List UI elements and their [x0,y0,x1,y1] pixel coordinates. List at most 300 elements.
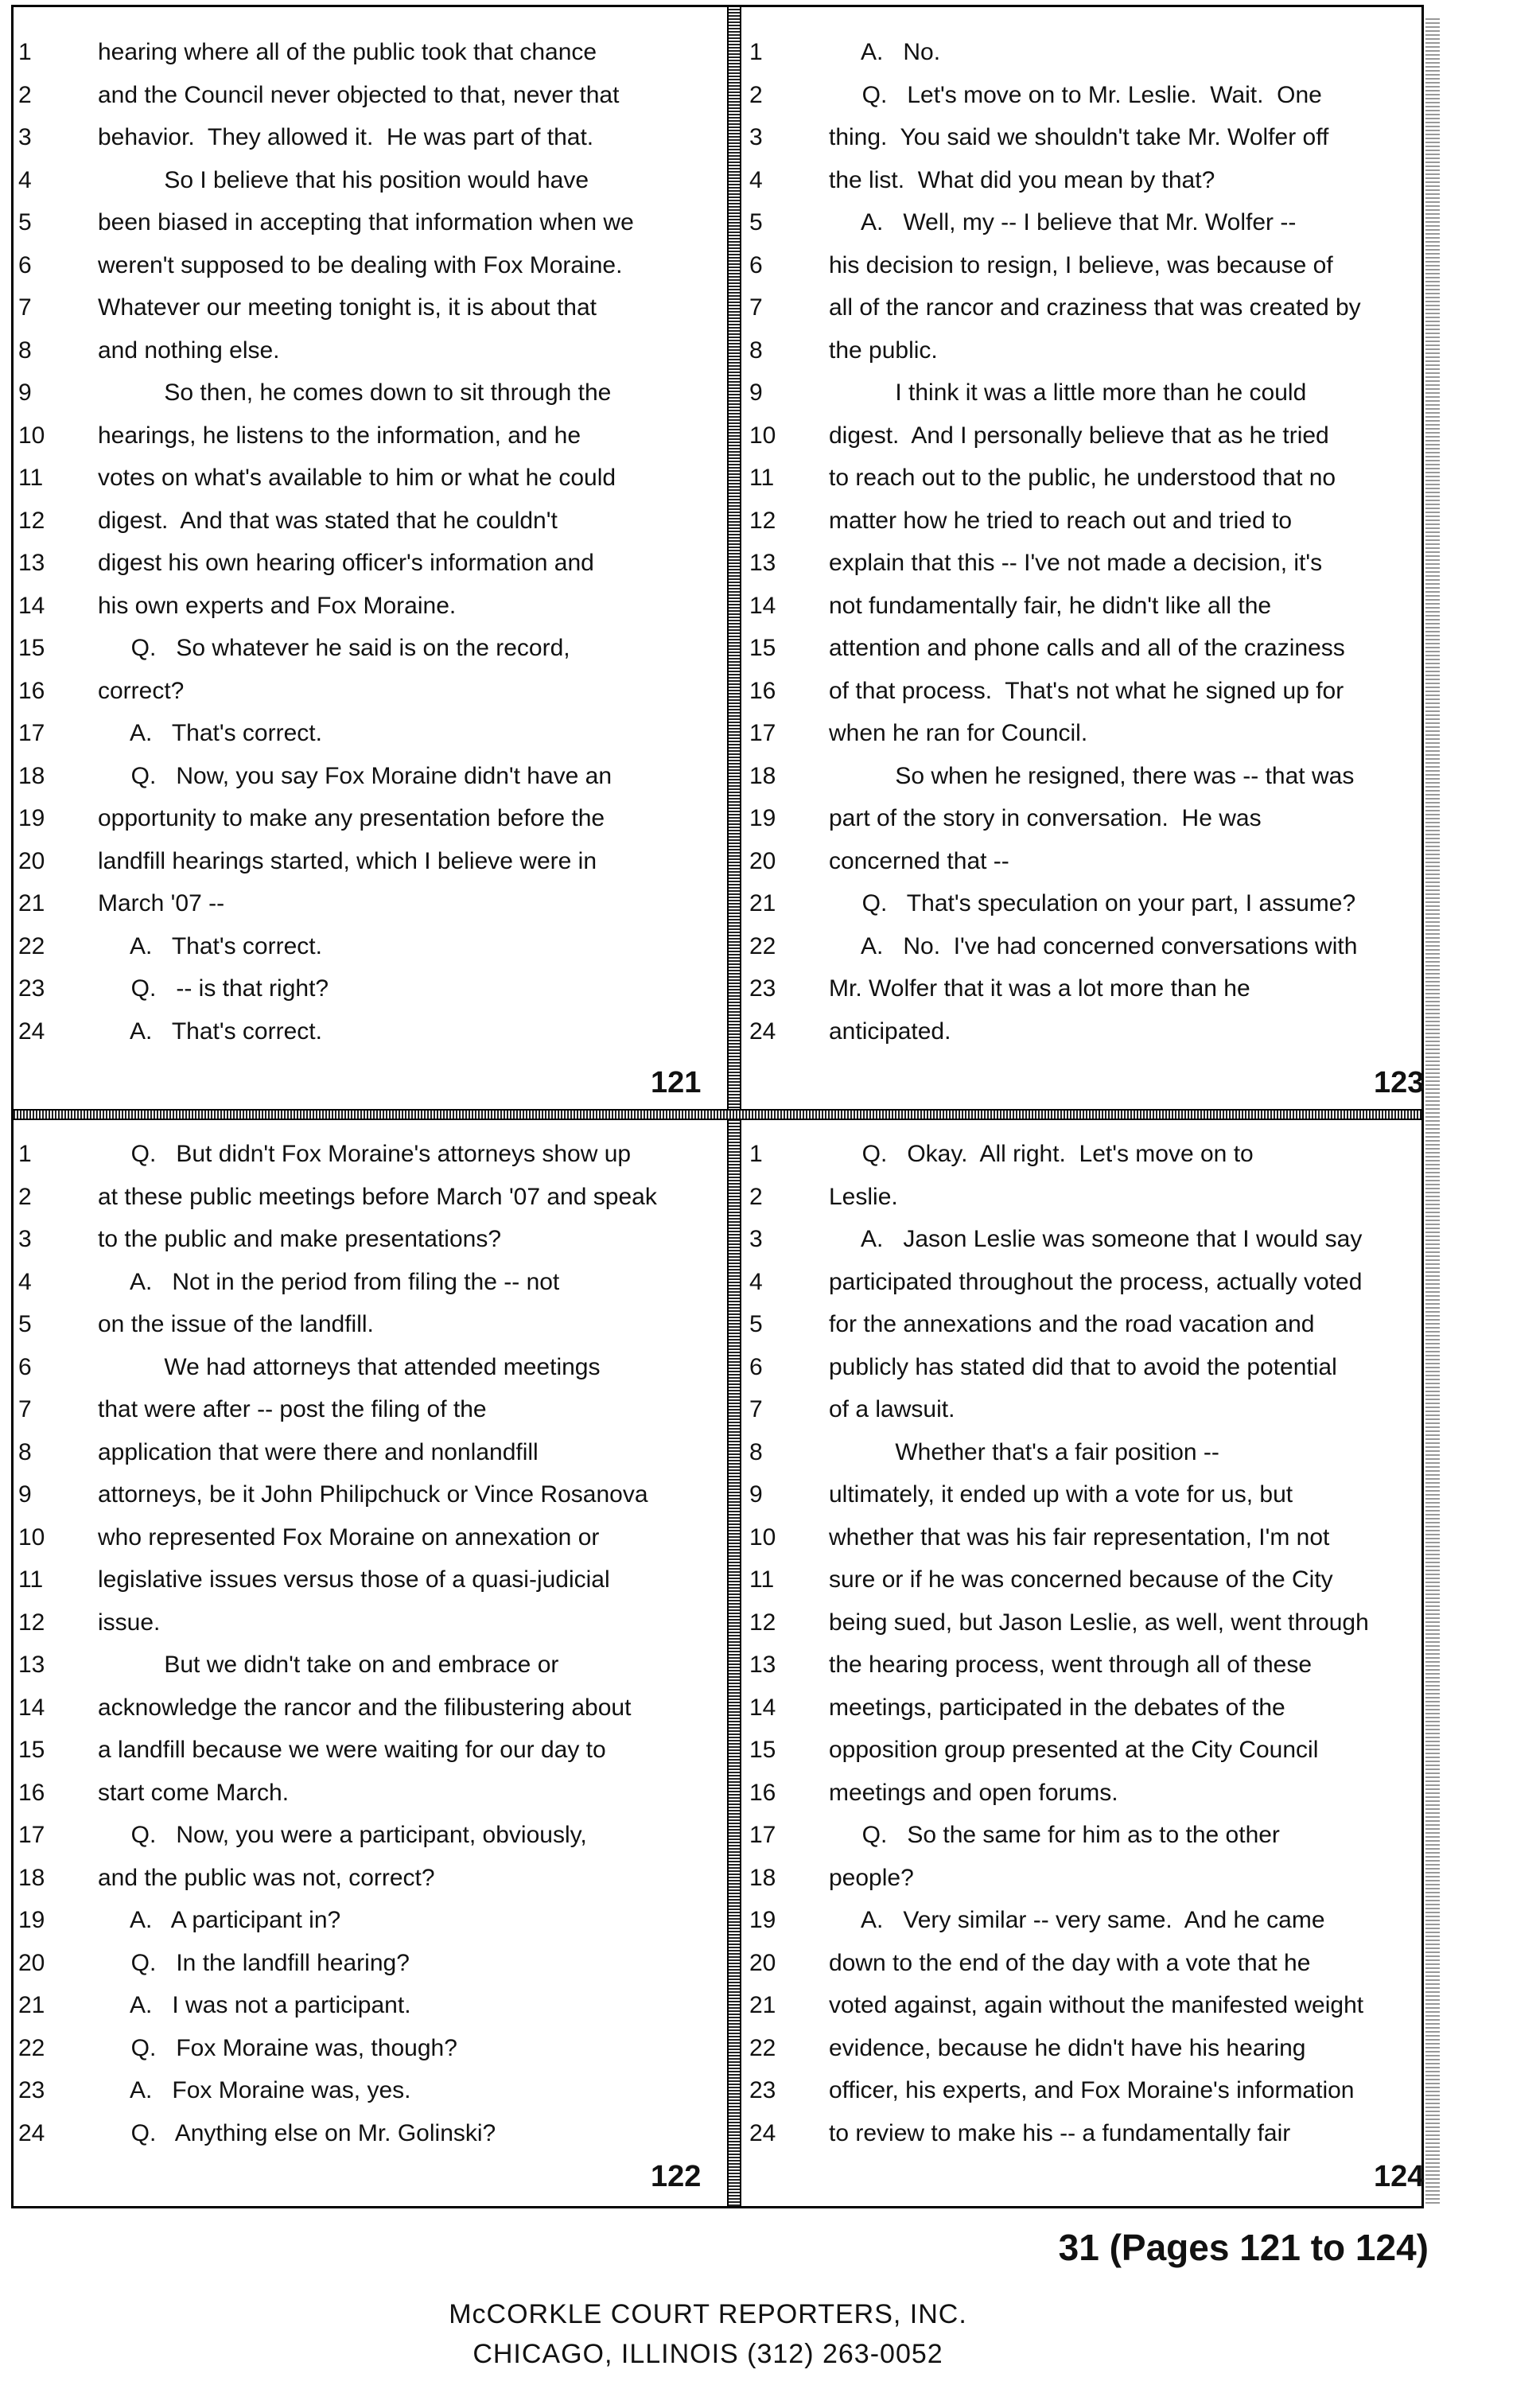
transcript-line [749,1644,1449,1686]
line-number: 14 [749,592,776,619]
line-text: attorneys, be it John Philipchuck or Vince Rosanova [98,1481,648,1508]
transcript-line [749,500,1449,542]
line-number: 6 [18,251,32,278]
line-text: opportunity to make any presentation before the [98,805,605,831]
line-text: at these public meetings before March '07 and speak [98,1183,657,1210]
line-number: 1 [749,39,763,65]
line-number: 4 [749,1268,763,1295]
transcript-line [18,1303,718,1345]
line-number: 22 [749,2034,776,2061]
line-text: part of the story in conversation. He was [829,805,1262,831]
transcript-line [18,797,718,839]
line-text: attention and phone calls and all of the craziness [829,635,1345,661]
line-text: his own experts and Fox Moraine. [98,592,457,619]
line-text: digest his own hearing officer's information and [98,550,594,576]
line-number: 5 [749,209,763,235]
line-number: 12 [18,507,45,534]
line-number: 15 [749,635,776,661]
line-text: correct? [98,677,185,704]
line-text: application that were there and nonlandfill [98,1438,539,1465]
line-text: I think it was a little more than he could [829,379,1307,406]
line-number: 2 [18,1183,32,1210]
line-number: 4 [18,166,32,193]
transcript-line [18,1942,718,1984]
transcript-line [18,585,718,627]
line-number: 21 [749,1992,776,2018]
line-text: concerned that -- [829,847,1009,874]
transcript-line [18,2069,718,2111]
line-number: 5 [749,1311,763,1337]
transcript-line [18,1388,718,1430]
transcript-line [18,1687,718,1729]
line-text: March '07 -- [98,890,225,916]
line-text: down to the end of the day with a vote that he [829,1949,1311,1976]
transcript-panel-122 [18,1133,718,2231]
line-text: that were after -- post the filing of the [98,1396,487,1422]
line-number: 7 [18,1396,32,1422]
line-number: 6 [18,1353,32,1380]
line-text: for the annexations and the road vacation and [829,1311,1315,1337]
line-number: 18 [18,1864,45,1891]
transcript-line [18,116,718,158]
transcript-line [749,201,1449,243]
line-number: 8 [749,337,763,364]
line-number: 8 [749,1438,763,1465]
line-number: 19 [749,805,776,831]
line-text: Q. Now, you say Fox Moraine didn't have an [98,762,612,789]
transcript-line [749,1010,1449,1053]
transcript-line [749,1346,1449,1388]
line-text: Q. That's speculation on your part, I assume? [829,890,1356,916]
transcript-line [749,1814,1449,1856]
line-number: 13 [749,550,776,576]
line-text: voted against, again without the manifested weight [829,1992,1364,2018]
transcript-line [749,116,1449,158]
line-number: 16 [749,1779,776,1806]
transcript-line [749,925,1449,967]
line-number: 17 [749,1822,776,1848]
scan-edge-artifact [1425,16,1440,2204]
transcript-line [749,1261,1449,1303]
line-number: 24 [18,2119,45,2146]
transcript-line [749,1303,1449,1345]
line-text: weren't supposed to be dealing with Fox Moraine. [98,251,623,278]
line-text: legislative issues versus those of a quasi-judicial [98,1566,610,1593]
line-text: Leslie. [829,1183,898,1210]
transcript-line [18,755,718,797]
line-number: 22 [749,932,776,959]
line-number: 2 [749,1183,763,1210]
line-number: 7 [749,294,763,321]
transcript-line [749,2112,1449,2154]
transcript-line [749,670,1449,712]
transcript-line [749,585,1449,627]
transcript-line [749,882,1449,924]
line-text: Q. Now, you were a participant, obviously, [98,1822,587,1848]
transcript-line [18,712,718,754]
transcript-panel-123 [749,31,1449,1129]
transcript-line [749,1601,1449,1644]
line-text: explain that this -- I've not made a decision, it's [829,550,1323,576]
line-number: 14 [18,592,45,619]
line-number: 18 [749,1864,776,1891]
transcript-line [18,882,718,924]
transcript-line [18,925,718,967]
line-text: being sued, but Jason Leslie, as well, went through [829,1609,1369,1636]
line-text: ultimately, it ended up with a vote for us, but [829,1481,1293,1508]
line-number: 15 [18,635,45,661]
transcript-panel-124 [749,1133,1449,2231]
line-text: landfill hearings started, which I believe were in [98,847,597,874]
line-number: 15 [18,1737,45,1763]
line-number: 21 [18,1992,45,2018]
line-number: 10 [749,1523,776,1551]
line-number: 9 [18,379,32,406]
line-text: evidence, because he didn't have his hearing [829,2034,1306,2061]
transcript-line [18,1899,718,1941]
line-text: A. Jason Leslie was someone that I would say [829,1226,1363,1252]
line-number: 6 [749,251,763,278]
line-number: 19 [18,1907,45,1933]
line-number: 13 [749,1652,776,1678]
line-text: and the Council never objected to that, never that [98,81,620,108]
line-text: So when he resigned, there was -- that was [829,762,1355,789]
line-text: votes on what's available to him or what he could [98,465,616,491]
transcript-line [749,1473,1449,1516]
line-text: Q. Fox Moraine was, though? [98,2034,457,2061]
line-number: 14 [18,1694,45,1721]
page-number: 121 [651,1066,702,1099]
line-text: when he ran for Council. [829,720,1088,746]
line-text: A. That's correct. [98,932,322,959]
transcript-line [749,755,1449,797]
transcript-line [18,670,718,712]
line-number: 11 [749,1566,775,1593]
line-text: opposition group presented at the City Council [829,1737,1319,1763]
line-number: 24 [749,1018,776,1045]
transcript-line [749,414,1449,457]
transcript-line [18,244,718,286]
line-text: meetings and open forums. [829,1779,1118,1806]
transcript-line [18,286,718,329]
transcript-line [749,1176,1449,1218]
line-text: A. Fox Moraine was, yes. [98,2077,411,2103]
line-text: a landfill because we were waiting for our day to [98,1737,606,1763]
transcript-line [18,1558,718,1601]
transcript-line [18,1729,718,1771]
line-text: We had attorneys that attended meetings [98,1353,601,1380]
transcript-line [749,1133,1449,1175]
line-number: 21 [749,890,776,916]
line-number: 16 [18,677,45,704]
line-text: Q. Okay. All right. Let's move on to [829,1141,1254,1167]
line-text: Whether that's a fair position -- [829,1438,1219,1465]
transcript-line [18,1133,718,1175]
transcript-line [749,1772,1449,1814]
transcript-line [18,1218,718,1260]
line-text: Q. -- is that right? [98,975,329,1002]
transcript-line [18,457,718,499]
line-number: 4 [749,166,763,193]
line-text: whether that was his fair representation, I'm not [829,1523,1330,1551]
line-text: who represented Fox Moraine on annexation or [98,1523,600,1551]
line-number: 2 [18,81,32,108]
line-number: 13 [18,550,45,576]
line-text: all of the rancor and craziness that was created by [829,294,1361,321]
transcript-line [18,329,718,372]
transcript-line [749,542,1449,584]
line-text: Q. So the same for him as to the other [829,1822,1280,1848]
line-text: of a lawsuit. [829,1396,955,1422]
line-text: of that process. That's not what he signed up for [829,677,1344,704]
line-text: So I believe that his position would have [98,166,589,193]
line-number: 13 [18,1652,45,1678]
transcript-line [18,1984,718,2026]
transcript-line [749,840,1449,882]
line-number: 24 [18,1018,45,1045]
line-text: hearings, he listens to the information, and he [98,422,581,449]
line-text: But we didn't take on and embrace or [98,1652,559,1678]
transcript-line [18,201,718,243]
line-number: 18 [749,762,776,789]
page-number: 122 [651,2160,702,2193]
line-number: 19 [749,1907,776,1933]
line-text: Q. But didn't Fox Moraine's attorneys show up [98,1141,632,1167]
line-text: A. I was not a participant. [98,1992,411,2018]
line-number: 5 [18,1311,32,1337]
transcript-line [749,2069,1449,2111]
transcript-line [18,840,718,882]
line-number: 18 [18,762,45,789]
transcript-line [749,2027,1449,2069]
transcript-line [749,1558,1449,1601]
line-number: 1 [18,1141,32,1167]
line-text: A. That's correct. [98,1018,322,1045]
line-number: 8 [18,1438,32,1465]
line-text: A. No. I've had concerned conversations with [829,932,1358,959]
line-number: 3 [749,124,763,150]
line-number: 9 [749,1481,763,1508]
page-number: 123 [1374,1066,1425,1099]
transcript-line [18,1473,718,1516]
court-reporter-location: CHICAGO, ILLINOIS (312) 263-0052 [472,2339,943,2369]
transcript-line [18,1772,718,1814]
transcript-line [749,797,1449,839]
line-text: on the issue of the landfill. [98,1311,374,1337]
line-text: digest. And that was stated that he couldn't [98,507,558,534]
transcript-line [18,1261,718,1303]
line-text: acknowledge the rancor and the filibustering about [98,1694,632,1721]
line-number: 7 [749,1396,763,1422]
line-number: 12 [749,507,776,534]
transcript-line [18,1601,718,1644]
line-text: officer, his experts, and Fox Moraine's information [829,2077,1355,2103]
line-text: Q. Let's move on to Mr. Leslie. Wait. One [829,81,1322,108]
line-text: and nothing else. [98,337,280,364]
line-number: 20 [749,847,776,874]
line-number: 20 [18,847,45,874]
line-text: to review to make his -- a fundamentally fair [829,2119,1291,2146]
transcript-line [749,159,1449,201]
line-number: 19 [18,805,45,831]
transcript-line [18,372,718,414]
line-number: 23 [749,2077,776,2103]
transcript-line [749,1899,1449,1941]
line-number: 12 [749,1609,776,1636]
line-text: and the public was not, correct? [98,1864,435,1891]
line-text: Q. In the landfill hearing? [98,1949,410,1976]
line-number: 20 [18,1949,45,1976]
transcript-line [749,1431,1449,1473]
transcript-line [18,31,718,73]
transcript-line [18,500,718,542]
line-text: hearing where all of the public took that chance [98,39,597,65]
line-number: 20 [749,1949,776,1976]
transcript-frame [11,5,1424,2208]
line-number: 16 [18,1779,45,1806]
line-text: to reach out to the public, he understood that no [829,465,1336,491]
line-number: 3 [18,1226,32,1252]
transcript-line [749,1857,1449,1899]
column-divider [727,7,741,2206]
transcript-line [749,1388,1449,1430]
line-text: A. Not in the period from filing the -- not [98,1268,560,1295]
transcript-line [749,457,1449,499]
line-text: A. That's correct. [98,720,322,746]
line-number: 9 [749,379,763,406]
court-reporter-name: McCORKLE COURT REPORTERS, INC. [449,2299,967,2329]
transcript-line [749,372,1449,414]
pages-range-label: 31 (Pages 121 to 124) [1058,2227,1429,2268]
line-number: 23 [749,975,776,1002]
line-number: 23 [18,2077,45,2103]
line-text: Mr. Wolfer that it was a lot more than he [829,975,1250,1002]
transcript-line [749,627,1449,669]
line-text: Q. Anything else on Mr. Golinski? [98,2119,496,2146]
transcript-line [749,1984,1449,2026]
line-number: 7 [18,294,32,321]
transcript-line [18,1644,718,1686]
line-text: A. Very similar -- very same. And he came [829,1907,1325,1933]
line-text: start come March. [98,1779,290,1806]
transcript-line [18,967,718,1010]
transcript-line [18,627,718,669]
line-text: A. Well, my -- I believe that Mr. Wolfer -- [829,209,1297,235]
transcript-line [18,1010,718,1053]
transcript-line [18,1857,718,1899]
line-number: 3 [749,1226,763,1252]
transcript-line [18,1176,718,1218]
line-text: thing. You said we shouldn't take Mr. Wolfer off [829,124,1329,150]
line-number: 1 [749,1141,763,1167]
line-text: to the public and make presentations? [98,1226,501,1252]
line-number: 22 [18,2034,45,2061]
line-text: not fundamentally fair, he didn't like all the [829,592,1272,619]
line-number: 21 [18,890,45,916]
line-number: 3 [18,124,32,150]
line-number: 2 [749,81,763,108]
line-number: 17 [18,720,45,746]
transcript-line [18,1346,718,1388]
line-number: 5 [18,209,32,235]
transcript-line [18,1814,718,1856]
line-text: digest. And I personally believe that as he tried [829,422,1329,449]
line-text: issue. [98,1609,161,1636]
line-text: participated throughout the process, actually voted [829,1268,1363,1295]
line-number: 9 [18,1481,32,1508]
line-text: been biased in accepting that information when we [98,209,634,235]
transcript-line [749,712,1449,754]
line-number: 11 [749,465,775,491]
transcript-line [18,542,718,584]
transcript-line [749,967,1449,1010]
line-number: 4 [18,1268,32,1295]
line-text: his decision to resign, I believe, was because of [829,251,1333,278]
transcript-line [749,1218,1449,1260]
transcript-line [749,1729,1449,1771]
transcript-line [18,2112,718,2154]
transcript-line [749,1516,1449,1558]
line-number: 11 [18,1566,44,1593]
line-text: meetings, participated in the debates of the [829,1694,1285,1721]
line-number: 15 [749,1737,776,1763]
transcript-line [18,2027,718,2069]
line-number: 1 [18,39,32,65]
line-number: 12 [18,1609,45,1636]
line-text: behavior. They allowed it. He was part of that. [98,124,594,150]
line-text: Whatever our meeting tonight is, it is about that [98,294,597,321]
transcript-line [749,286,1449,329]
line-number: 10 [749,422,776,449]
transcript-line [18,1431,718,1473]
line-text: Q. So whatever he said is on the record, [98,635,570,661]
transcript-line [18,414,718,457]
line-text: A. A participant in? [98,1907,341,1933]
transcript-line [18,74,718,116]
transcript-line [18,1516,718,1558]
line-text: the public. [829,337,938,364]
line-number: 22 [18,932,45,959]
line-number: 11 [18,465,44,491]
transcript-line [749,1942,1449,1984]
line-number: 16 [749,677,776,704]
transcript-line [749,31,1449,73]
line-text: people? [829,1864,914,1891]
line-number: 10 [18,1523,45,1551]
line-number: 24 [749,2119,776,2146]
line-number: 14 [749,1694,776,1721]
line-text: the list. What did you mean by that? [829,166,1215,193]
line-text: sure or if he was concerned because of the City [829,1566,1333,1593]
line-text: anticipated. [829,1018,951,1045]
transcript-line [18,159,718,201]
line-text: A. No. [829,39,941,65]
line-number: 17 [18,1822,45,1848]
line-text: the hearing process, went through all of these [829,1652,1312,1678]
transcript-panel-121 [18,31,718,1129]
line-number: 17 [749,720,776,746]
line-text: publicly has stated did that to avoid the potential [829,1353,1337,1380]
transcript-line [749,1687,1449,1729]
line-number: 8 [18,337,32,364]
line-number: 6 [749,1353,763,1380]
transcript-line [749,244,1449,286]
transcript-line [749,74,1449,116]
transcript-line [749,329,1449,372]
line-number: 10 [18,422,45,449]
line-text: matter how he tried to reach out and tried to [829,507,1292,534]
line-number: 23 [18,975,45,1002]
